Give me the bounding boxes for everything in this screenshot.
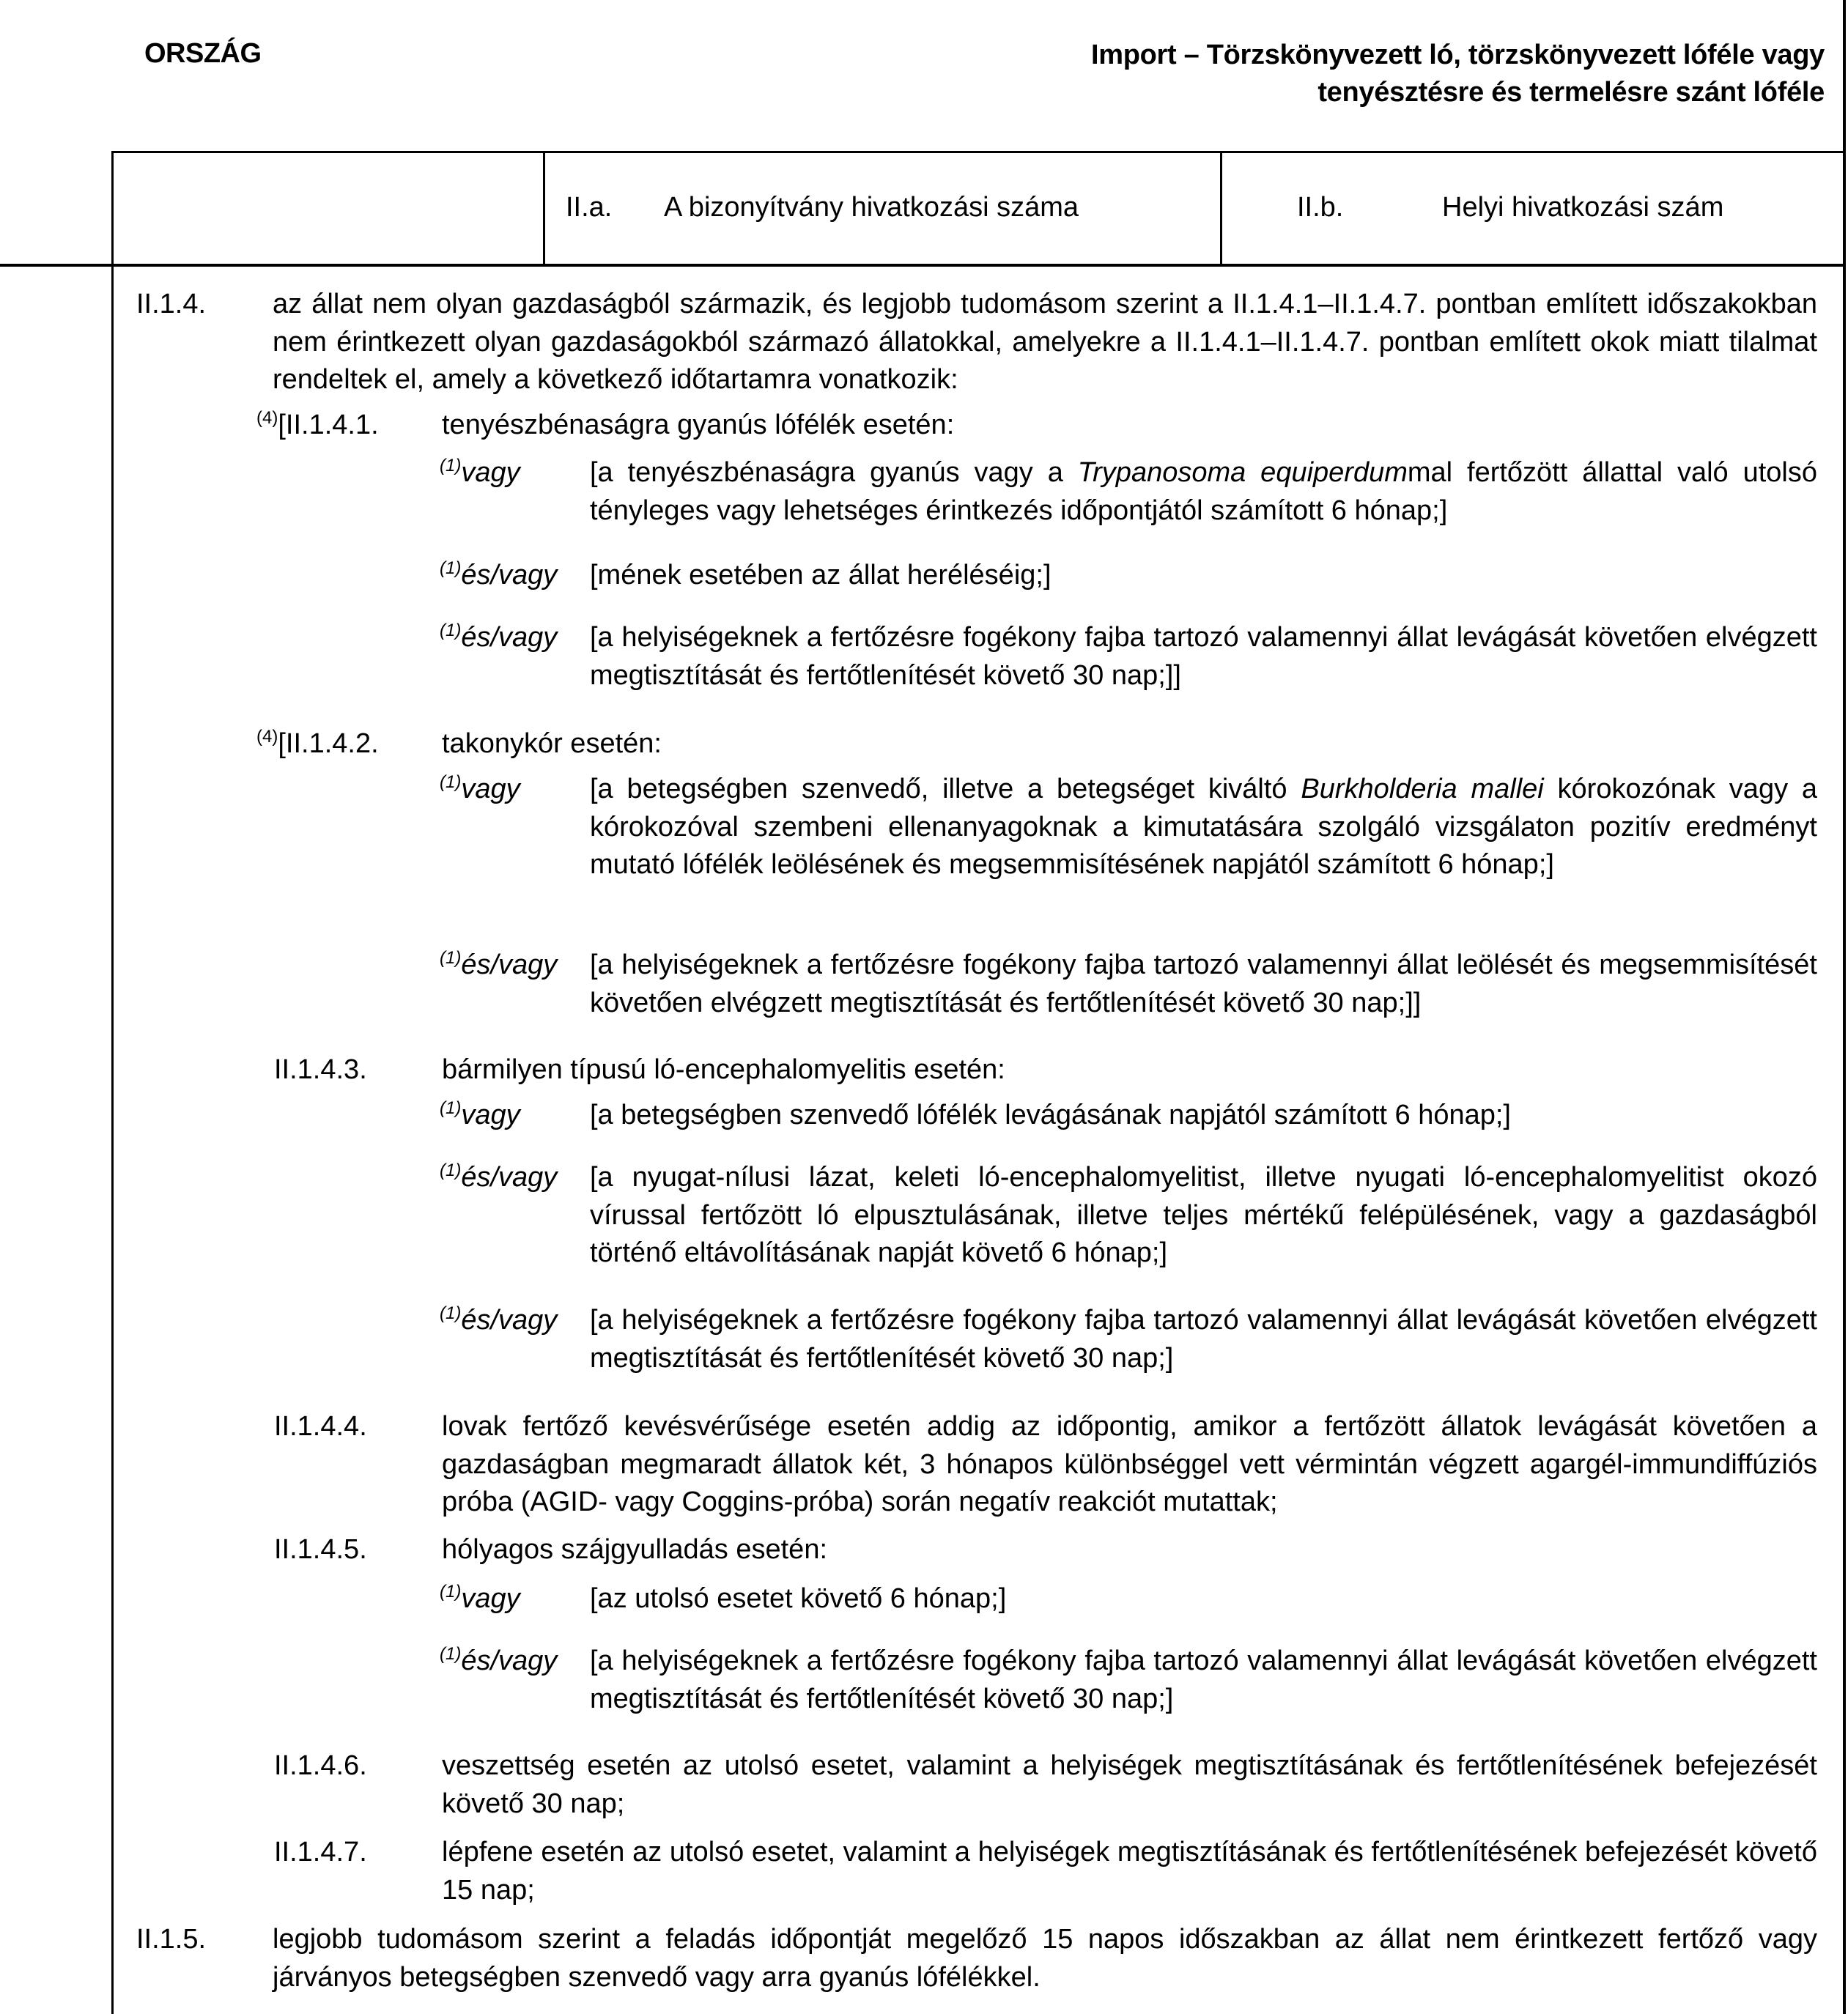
subsection-number-text: [II.1.4.2. <box>278 728 379 759</box>
footnote-ref: (1) <box>440 948 462 968</box>
subsection-heading: tenyészbénaságra gyanús lófélék esetén: <box>442 410 955 440</box>
option-text-post: mal fertőzött állattal való utolsó tényleges vagy lehetséges érintkezés időpontjától számított 6 hónap;] <box>590 457 1818 526</box>
option-text: [a helyiségeknek a fertőzésre fogékony fajba tartozó valamennyi állat leölését és megsemmisítését követően elvégzett megtisztítását és fertőtlenítését követő 30 nap;]] <box>590 949 1817 1018</box>
subsection-text: lovak fertőző kevésvérűsége esetén addig az időpontig, amikor a fertőzött állatok levágását követően a gazdaságban megmaradt állatok két, 3 hónapos különbséggel vett vérmintán végzett agargél-immundiffúziós próba (AGID- vagy Coggins-próba) során negatív reakciót mutattak; <box>442 1411 1817 1517</box>
subsection-number: II.1.4.5. <box>274 1534 367 1565</box>
option-conjunction <box>440 1580 520 1618</box>
species-name: Trypanosoma equiperdum <box>1077 457 1408 488</box>
conj-text: vagy <box>461 1583 520 1614</box>
footnote-ref: (1) <box>440 772 462 792</box>
footnote-ref: (1) <box>440 1098 462 1118</box>
option-text: [a betegségben szenvedő lófélék levágásának napjától számított 6 hónap;] <box>590 1100 1511 1130</box>
option-text: [a helyiségeknek a fertőzésre fogékony fajba tartozó valamennyi állat levágását követően elvégzett megtisztítását és fertőtlenítését követő 30 nap;]] <box>590 622 1817 691</box>
option-text: [a nyugat-nílusi lázat, keleti ló-encephalomyelitist, illetve nyugati ló-encephalomyelitist okozó vírussal fertőzött ló elpusztulásának, illetve teljes mértékű felépülésének, vagy a gazdaságból történő eltávolításának napját követő 6 hónap;] <box>590 1162 1817 1268</box>
footnote-ref: (1) <box>440 1644 462 1664</box>
subsection-number: II.1.4.7. <box>274 1837 367 1867</box>
option-text: [mének esetében az állat heréléséig;] <box>590 560 1051 590</box>
certificate-title-line1: Import – Törzskönyvezett ló, törzskönyvezett lóféle vagy <box>1090 40 1825 70</box>
section-number: II.1.4. <box>136 289 207 319</box>
cert-ref-label: A bizonyítvány hivatkozási száma <box>664 192 1079 223</box>
option-conjunction <box>440 557 557 595</box>
section-number: II.1.5. <box>136 1924 207 1955</box>
subsection-heading: takonykór esetén: <box>442 728 662 759</box>
option-conjunction <box>440 454 520 492</box>
conj-text: és/vagy <box>461 949 558 980</box>
ref-divider-1 <box>543 151 545 265</box>
conj-text: vagy <box>461 457 520 488</box>
footnote-ref: (1) <box>440 1303 462 1323</box>
section-text: legjobb tudomásom szerint a feladás időpontját megelőző 15 napos időszakban az állat nem érintkezett fertőző vagy járványos betegségben szenvedő vagy arra gyanús lófélékkel. <box>273 1924 1817 1993</box>
conj-text: és/vagy <box>461 622 558 653</box>
right-border <box>1843 0 1846 2014</box>
option-text <box>590 454 1817 530</box>
option-text-post: kórokozónak vagy a kórokozóval szembeni ellenanyagoknak a kimutatására szolgáló vizsgálaton pozitív eredményt mutató lófélék leölésének és megsemmisítésének napjától számított 6 hónap;] <box>590 774 1818 880</box>
section-text: az állat nem olyan gazdaságból származik, és legjobb tudomásom szerint a II.1.4.1–II.1.4.7. pontban említett időszakokban nem érintkezett olyan gazdaságokból származó állatokkal, amelyekre a II.1.4.1–II.1.4.7. pontban említett okok miatt tilalmat rendeltek el, amely a következő időtartamra vonatkozik: <box>273 289 1817 395</box>
option-text-pre: [a tenyészbénaságra gyanús vagy a <box>590 457 1078 488</box>
ref-box-top-border <box>112 151 1846 153</box>
footnote-ref: (1) <box>440 621 462 640</box>
subsection-number <box>256 725 379 763</box>
option-conjunction <box>440 1643 557 1681</box>
option-conjunction <box>440 1159 557 1197</box>
subsection-number-text: [II.1.4.1. <box>278 410 379 440</box>
option-text-pre: [a betegségben szenvedő, illetve a betegséget kiváltó <box>590 774 1301 804</box>
option-text <box>590 771 1817 884</box>
local-ref-label: Helyi hivatkozási szám <box>1442 192 1724 223</box>
local-ref-code: II.b. <box>1297 192 1344 223</box>
ref-divider-2 <box>1220 151 1222 265</box>
subsection-number: II.1.4.4. <box>274 1411 367 1442</box>
subsection-number <box>256 407 379 445</box>
subsection-heading: bármilyen típusú ló-encephalomyelitis esetén: <box>442 1054 1005 1085</box>
conj-text: és/vagy <box>461 1162 558 1193</box>
subsection-number: II.1.4.6. <box>274 1750 367 1781</box>
certificate-title <box>725 37 1825 111</box>
footnote-ref: (1) <box>440 558 462 578</box>
option-conjunction <box>440 1097 520 1135</box>
left-border <box>111 151 114 2014</box>
conj-text: vagy <box>461 1100 520 1130</box>
country-label: ORSZÁG <box>144 38 262 69</box>
option-text: [a helyiségeknek a fertőzésre fogékony fajba tartozó valamennyi állat levágását követően elvégzett megtisztítását és fertőtlenítését követő 30 nap;] <box>590 1645 1817 1714</box>
species-name: Burkholderia mallei <box>1301 774 1544 804</box>
certificate-title-line2: tenyésztésre és termelésre szánt lóféle <box>1317 77 1825 108</box>
option-conjunction <box>440 771 520 809</box>
footnote-ref: (4) <box>256 727 278 747</box>
conj-text: vagy <box>461 774 520 804</box>
conj-text: és/vagy <box>461 1305 558 1336</box>
ref-box-bottom-border <box>0 264 1846 267</box>
conj-text: és/vagy <box>461 560 558 590</box>
conj-text: és/vagy <box>461 1645 558 1676</box>
footnote-ref: (1) <box>440 1160 462 1180</box>
option-conjunction <box>440 947 557 985</box>
subsection-text: lépfene esetén az utolsó esetet, valamint a helyiségek megtisztításának és fertőtlenítésének befejezését követő 15 nap; <box>442 1837 1817 1906</box>
cert-ref-code: II.a. <box>566 192 613 223</box>
option-conjunction <box>440 619 557 657</box>
option-text: [a helyiségeknek a fertőzésre fogékony fajba tartozó valamennyi állat levágását követően elvégzett megtisztítását és fertőtlenítését követő 30 nap;] <box>590 1305 1817 1374</box>
footnote-ref: (1) <box>440 1582 462 1602</box>
subsection-heading: hólyagos szájgyulladás esetén: <box>442 1534 828 1565</box>
footnote-ref: (1) <box>440 456 462 475</box>
footnote-ref: (4) <box>256 408 278 428</box>
subsection-number: II.1.4.3. <box>274 1054 367 1085</box>
option-conjunction <box>440 1302 557 1340</box>
subsection-text: veszettség esetén az utolsó esetet, valamint a helyiségek megtisztításának és fertőtlenítésének befejezését követő 30 nap; <box>442 1750 1817 1819</box>
option-text: [az utolsó esetet követő 6 hónap;] <box>590 1583 1007 1614</box>
